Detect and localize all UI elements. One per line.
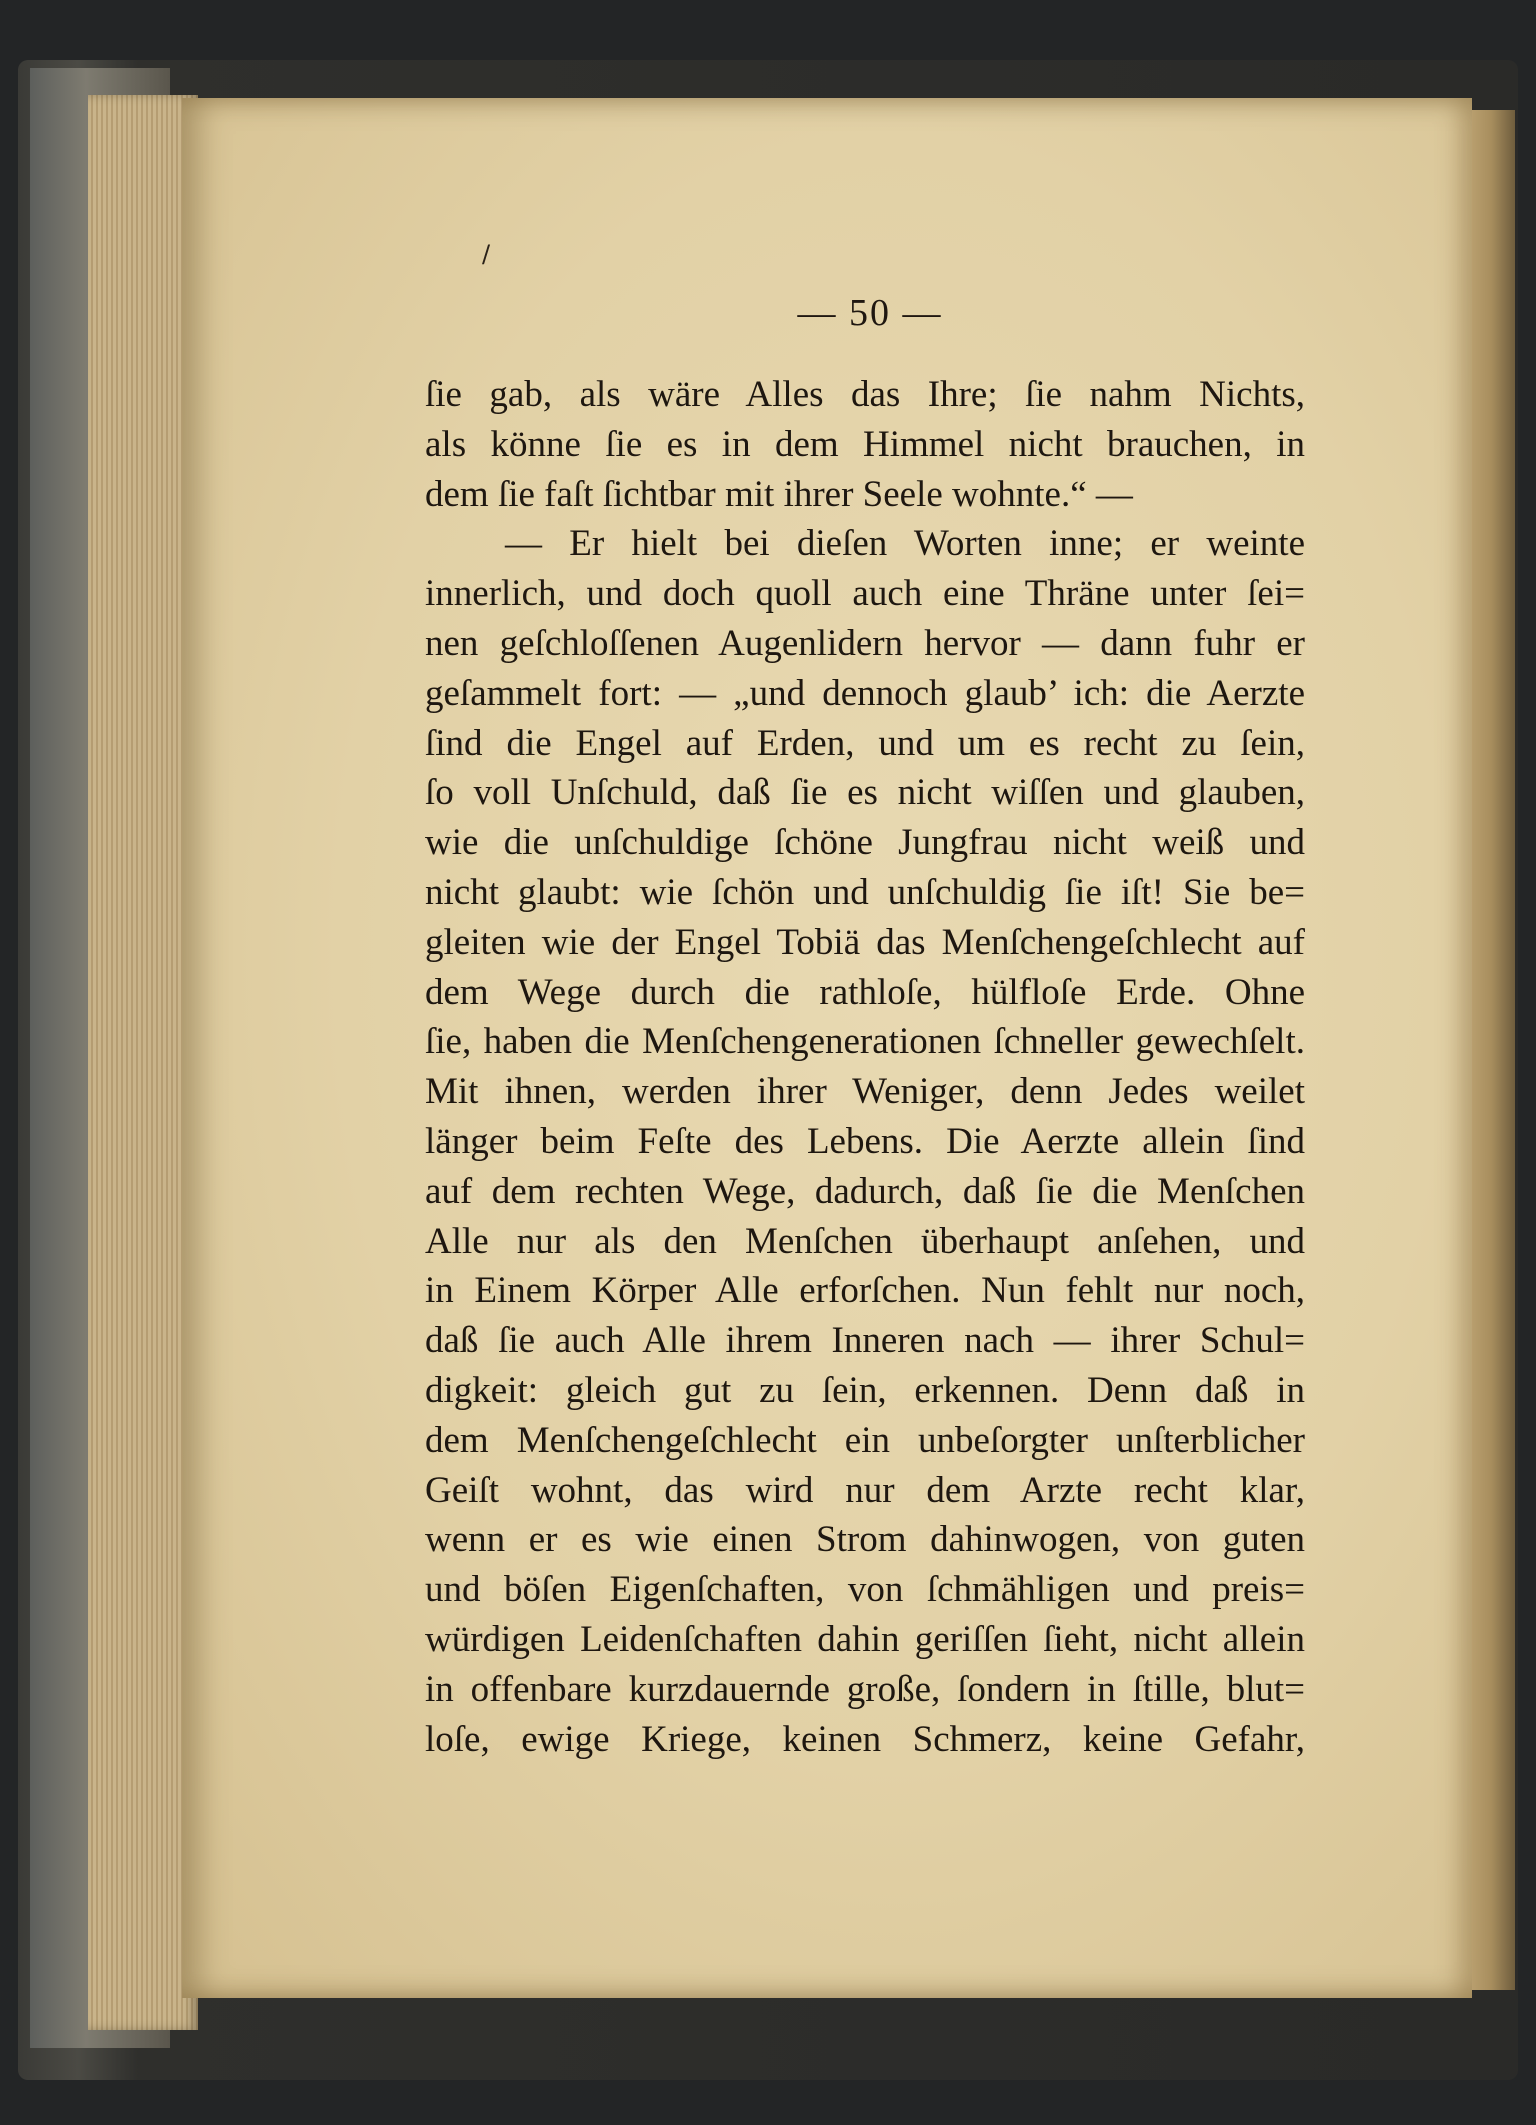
text-line: als könne ſie es in dem Himmel nicht brauchen, in bbox=[425, 423, 1305, 465]
text-line: digkeit: gleich gut zu ſein, erkennen. Denn daß in bbox=[425, 1369, 1305, 1411]
page-number: — 50 — bbox=[797, 292, 943, 334]
text-line: länger beim Feſte des Lebens. Die Aerzte allein ſind bbox=[425, 1120, 1305, 1162]
text-line: dem Menſchengeſchlecht ein unbeſorgter unſterblicher bbox=[425, 1419, 1305, 1461]
text-line: nicht glaubt: wie ſchön und unſchuldig ſie iſt! Sie be= bbox=[425, 871, 1305, 913]
text-line: würdigen Leidenſchaften dahin geriſſen ſieht, nicht allein bbox=[425, 1618, 1305, 1660]
text-line: Mit ihnen, werden ihrer Weniger, denn Jedes weilet bbox=[425, 1071, 1305, 1113]
text-line: ſie gab, als wäre Alles das Ihre; ſie nahm Nichts, bbox=[425, 374, 1305, 415]
text-line: innerlich, und doch quoll auch eine Thräne unter ſei= bbox=[425, 573, 1305, 615]
text-line: — Er hielt bei dieſen Worten inne; er weinte bbox=[505, 523, 1305, 565]
text-line: nen geſchloſſenen Augenlidern hervor — dann fuhr er bbox=[425, 622, 1305, 664]
text-line: gleiten wie der Engel Tobiä das Menſchengeſchlecht auf bbox=[425, 921, 1305, 963]
text-line: in Einem Körper Alle erforſchen. Nun fehlt nur noch, bbox=[425, 1270, 1305, 1312]
text-line: ſie, haben die Menſchengenerationen ſchneller gewechſelt. bbox=[425, 1021, 1305, 1063]
page-body-text bbox=[425, 370, 1305, 1764]
text-line: und böſen Eigenſchaften, von ſchmähligen und preis= bbox=[425, 1569, 1305, 1611]
text-line: loſe, ewige Kriege, keinen Schmerz, keine Gefahr, bbox=[425, 1718, 1305, 1760]
text-line: in offenbare kurzdauernde große, ſondern in ſtille, blut= bbox=[425, 1668, 1305, 1710]
text-line: ſind die Engel auf Erden, und um es recht zu ſein, bbox=[425, 722, 1305, 764]
text-line: dem ſie faſt ſichtbar mit ihrer Seele wohnte.“ — bbox=[425, 473, 1133, 515]
text-line: Geiſt wohnt, das wird nur dem Arzte recht klar, bbox=[425, 1469, 1305, 1511]
text-line: wie die unſchuldige ſchöne Jungfrau nicht weiß und bbox=[425, 822, 1305, 864]
text-line: auf dem rechten Wege, dadurch, daß ſie die Menſchen bbox=[425, 1170, 1305, 1212]
text-line: ſo voll Unſchuld, daß ſie es nicht wiſſen und glauben, bbox=[425, 772, 1305, 814]
text-line: geſammelt fort: — „und dennoch glaub’ ich: die Aerzte bbox=[425, 672, 1305, 714]
text-line: Alle nur als den Menſchen überhaupt anſehen, und bbox=[425, 1220, 1305, 1262]
text-line: dem Wege durch die rathloſe, hülfloſe Erde. Ohne bbox=[425, 971, 1305, 1013]
text-line: wenn er es wie einen Strom dahinwogen, von guten bbox=[425, 1519, 1305, 1561]
stray-mark: / bbox=[482, 240, 491, 268]
text-line: daß ſie auch Alle ihrem Inneren nach — ihrer Schul= bbox=[425, 1320, 1305, 1362]
